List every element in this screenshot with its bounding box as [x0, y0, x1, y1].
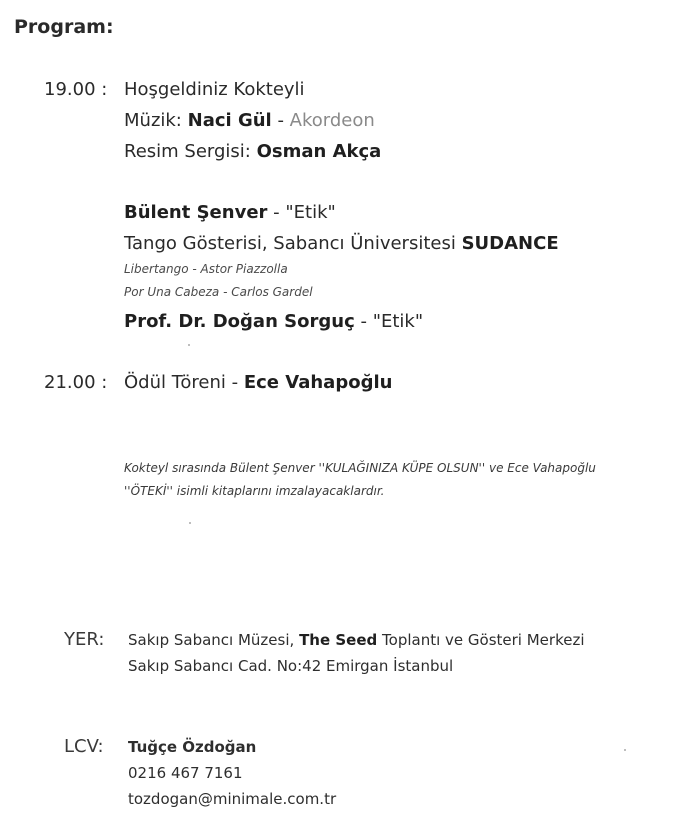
song-item: Por Una Cabeza - Carlos Gardel: [124, 285, 313, 299]
award-text: Ödül Töreni -: [124, 372, 239, 393]
scan-speck: [189, 522, 191, 524]
tango-line: [124, 233, 559, 254]
talk2-line: [124, 311, 423, 332]
talk2-topic: - "Etik": [360, 311, 424, 332]
talk1-line: [124, 202, 336, 223]
music-label: Müzik:: [124, 110, 182, 131]
time-1900: 19.00 :: [44, 79, 108, 100]
venue-address: Sakıp Sabancı Cad. No:42 Emirgan İstanbul: [128, 657, 454, 675]
music-instrument: Akordeon: [289, 110, 375, 131]
tango-group: SUDANCE: [461, 233, 559, 254]
time-2100: 21.00 :: [44, 372, 108, 393]
song-item: Libertango - Astor Piazzolla: [124, 262, 288, 276]
talk2-speaker: Prof. Dr. Doğan Sorguç: [124, 311, 355, 332]
scan-speck: [624, 749, 626, 751]
rsvp-phone: 0216 467 7161: [128, 764, 243, 782]
venue-museum: Sakıp Sabancı Müzesi,: [128, 631, 295, 649]
scan-speck: [188, 344, 190, 346]
music-line: [124, 110, 375, 131]
rsvp-email[interactable]: tozdogan@minimale.com.tr: [128, 790, 337, 808]
talk1-speaker: Bülent Şenver: [124, 202, 268, 223]
exhibit-artist: Osman Akça: [256, 141, 382, 162]
signing-note-line: ''ÖTEKİ'' isimli kitaplarını imzalayacaklardır.: [124, 484, 385, 498]
welcome-cocktail: Hoşgeldiniz Kokteyli: [124, 79, 305, 100]
venue-label: YER:: [64, 629, 105, 650]
music-performer: Naci Gül: [187, 110, 272, 131]
signing-note-line: Kokteyl sırasında Bülent Şenver ''KULAĞINIZA KÜPE OLSUN'' ve Ece Vahapoğlu: [124, 461, 596, 475]
music-separator: -: [277, 110, 284, 131]
rsvp-name: Tuğçe Özdoğan: [128, 738, 257, 756]
page-title: Program:: [14, 16, 114, 38]
talk1-topic: - "Etik": [273, 202, 336, 223]
venue-center: Toplantı ve Gösteri Merkezi: [382, 631, 585, 649]
exhibit-line: [124, 141, 381, 162]
exhibit-label: Resim Sergisi:: [124, 141, 251, 162]
award-line: [124, 372, 392, 393]
award-presenter: Ece Vahapoğlu: [243, 372, 393, 393]
venue-line-1: [128, 631, 585, 649]
venue-hall: The Seed: [299, 631, 378, 649]
rsvp-label: LCV:: [64, 736, 104, 757]
tango-text: Tango Gösterisi, Sabancı Üniversitesi: [124, 233, 456, 254]
